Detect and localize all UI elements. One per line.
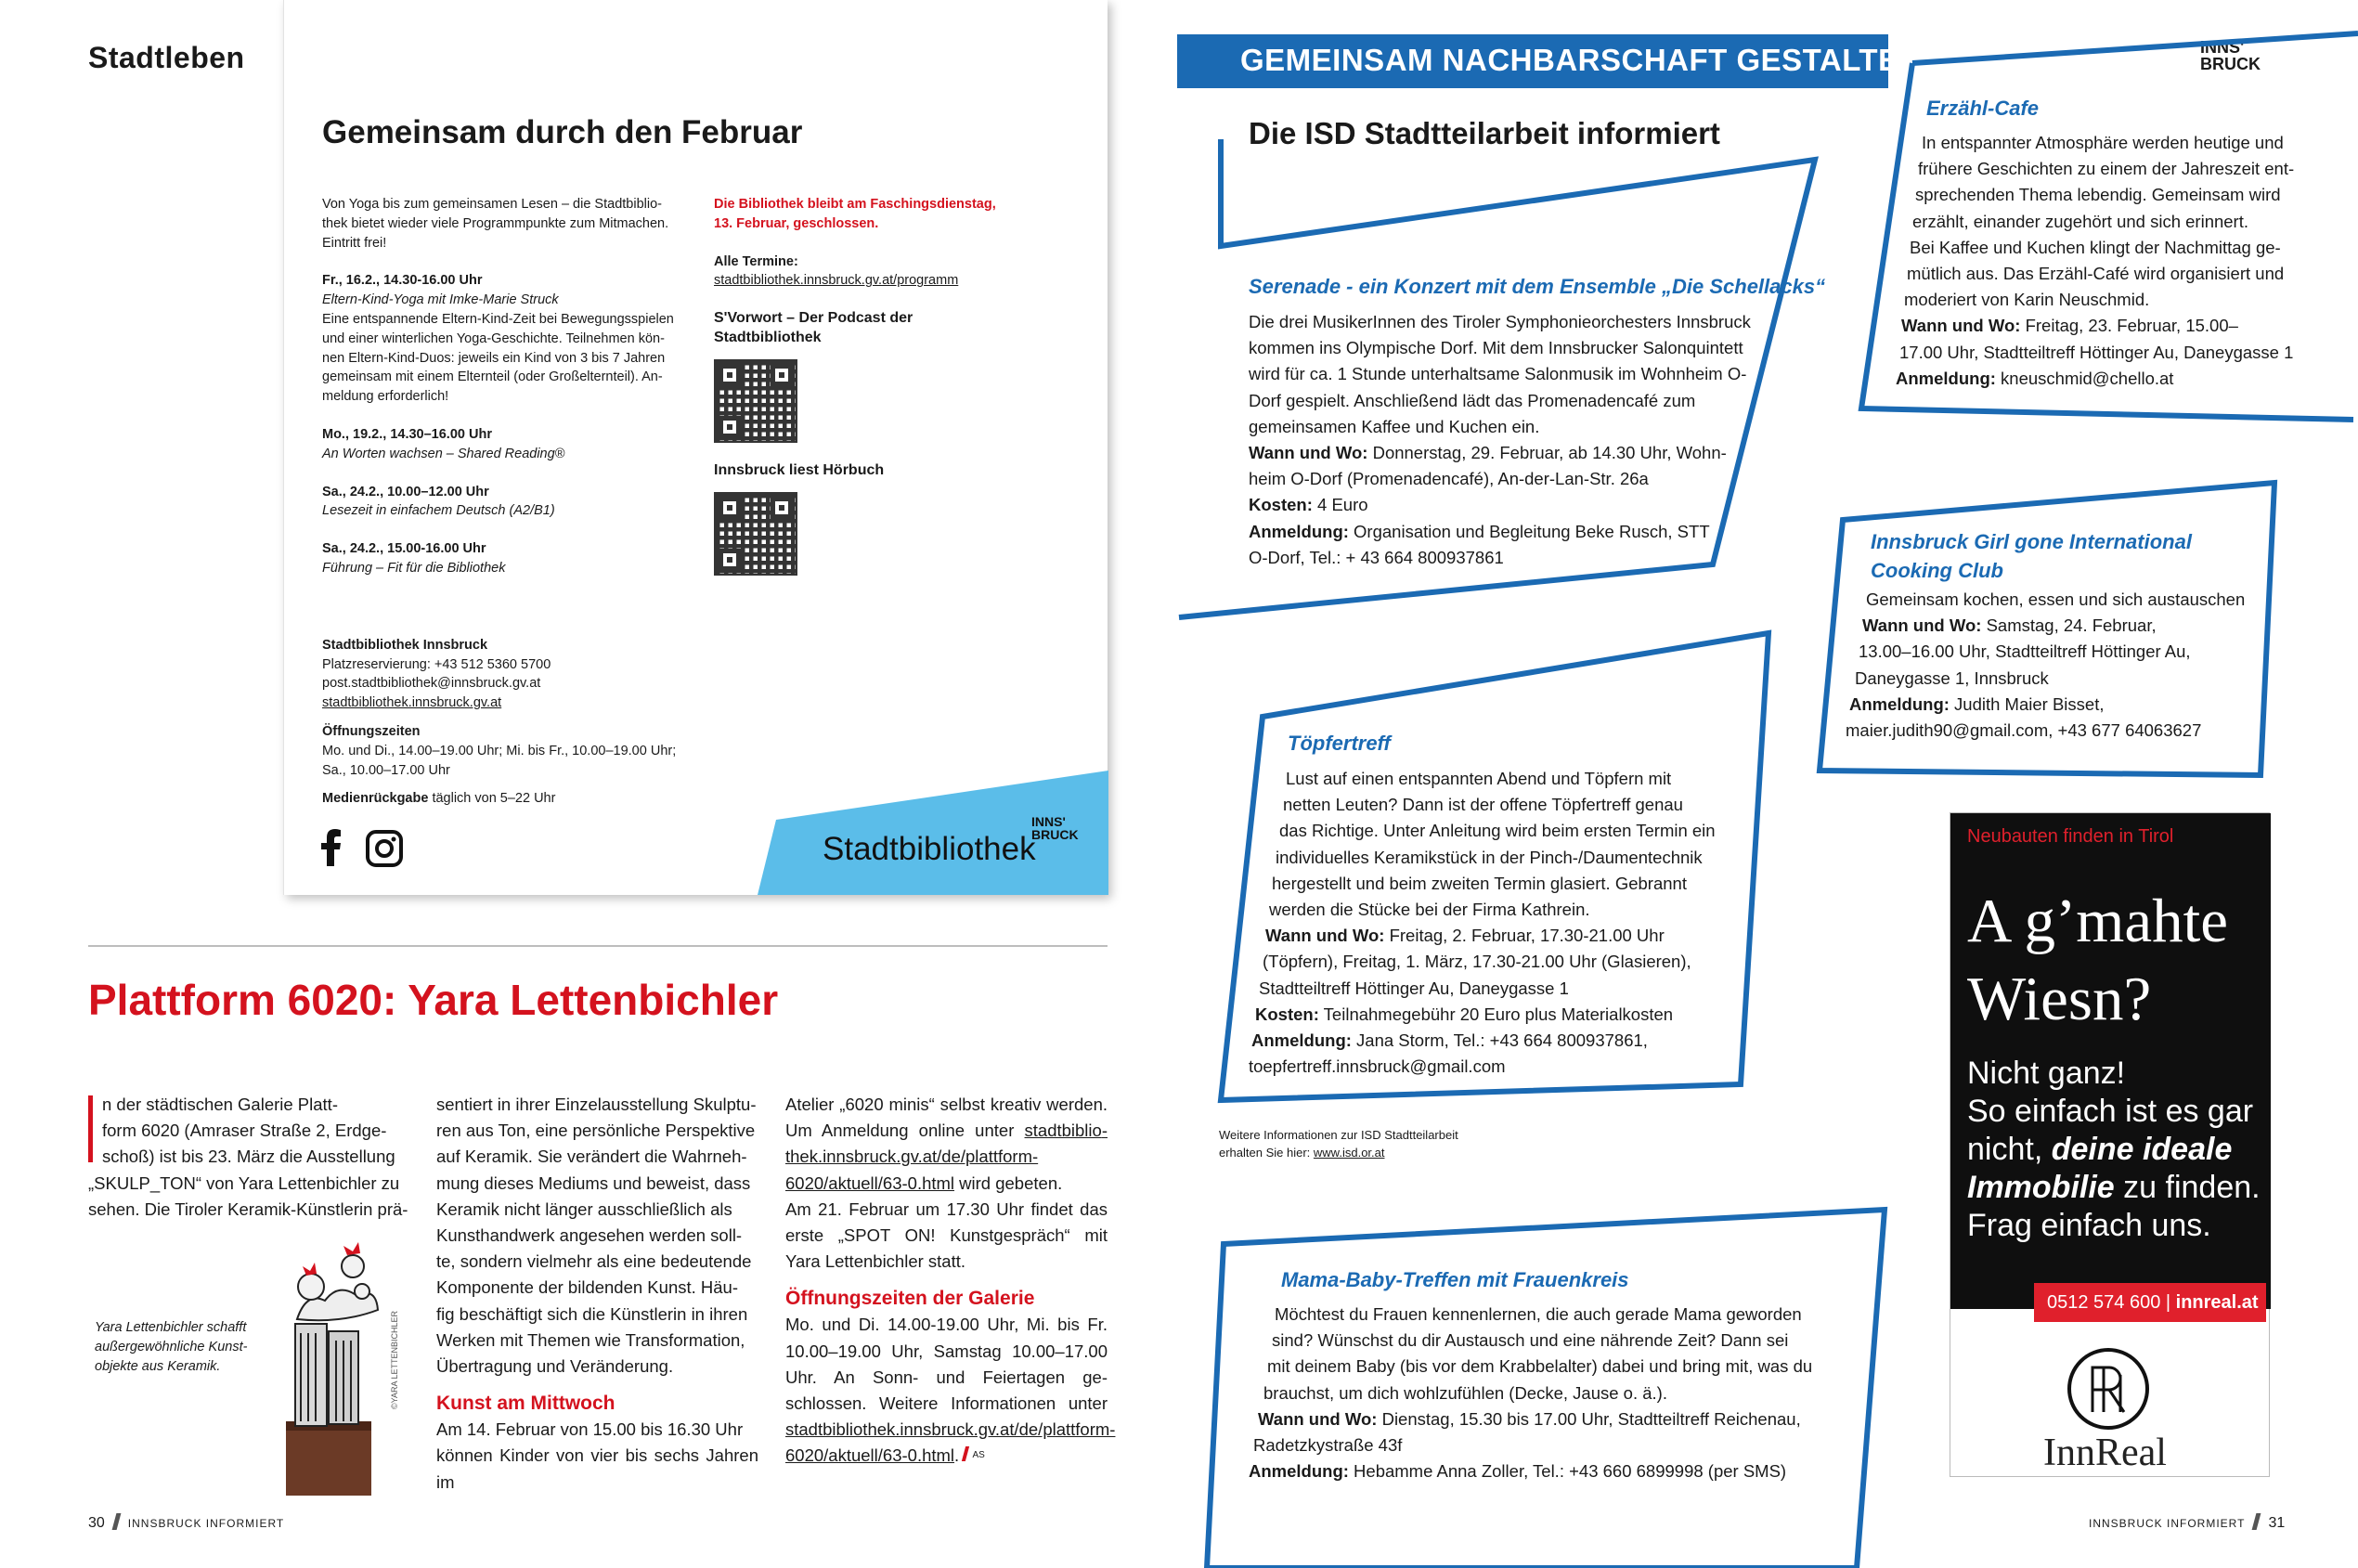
box-line: O-Dorf, Tel.: + 43 664 800937861 bbox=[1249, 547, 1504, 567]
box-line: In entspannter Atmosphäre werden heutige und bbox=[1922, 133, 2284, 152]
cost-text: 4 Euro bbox=[1312, 495, 1368, 515]
article-text: Mo. und Di. 14.00-19.00 Uhr, Mi. bis Fr. 10.00–19.00 Uhr, Samstag 10.00–17.00 Uhr. An Sonn- und Feiertagen geschlossen. Weitere Informationen unter bbox=[785, 1315, 1108, 1414]
box-line bbox=[1896, 366, 2317, 392]
box-line: Bei Kaffee und Kuchen klingt der Nachmittag ge- bbox=[1910, 237, 2281, 257]
ad-line: Nicht ganz! bbox=[1967, 1056, 2126, 1091]
ad-kicker: Neubauten finden in Tirol bbox=[1967, 826, 2174, 847]
audiobook-title: Innsbruck liest Hörbuch bbox=[714, 461, 885, 478]
box-line: 17.00 Uhr, Stadtteiltreff Höttinger Au, Daneygasse 1 bbox=[1899, 342, 2294, 362]
registration-text: Jana Storm, Tel.: +43 664 800937861, bbox=[1351, 1030, 1648, 1051]
box-line: toepfertreff.innsbruck@gmail.com bbox=[1249, 1056, 1506, 1077]
box-line: kommen ins Olympische Dorf. Mit dem Innsbrucker Salonquintett bbox=[1249, 338, 1743, 358]
registration-text: Organisation und Begleitung Beke Rusch, STT bbox=[1348, 521, 1710, 541]
caption-line: objekte aus Keramik. bbox=[95, 1359, 221, 1374]
registration-label: Anmeldung: bbox=[1849, 693, 1950, 714]
box-line bbox=[1249, 1458, 1838, 1484]
event-date: Sa., 24.2., 15.00-16.00 Uhr bbox=[322, 541, 486, 557]
box-line: mit deinem Baby (bis vor dem Krabbelalter) dabei und bring mit, was du bbox=[1267, 1356, 1813, 1377]
ad-headline-line: A g’mahte bbox=[1967, 887, 2228, 955]
ad-headline-line: Wiesn? bbox=[1967, 965, 2152, 1033]
intro-line: Von Yoga bis zum gemeinsamen Lesen – die Stadtbiblio- bbox=[322, 197, 662, 212]
ad-emphasis: Immobilie bbox=[1967, 1170, 2115, 1205]
event-text: nen Eltern-Kind-Duos: jeweils ein Kind von 3 bis 7 Jahren bbox=[322, 350, 666, 366]
isd-more-info bbox=[1219, 1126, 1458, 1161]
ad-headline bbox=[1967, 882, 2228, 1038]
hours-title: Öffnungszeiten bbox=[322, 723, 421, 739]
event-title: An Worten wachsen – Shared Reading® bbox=[322, 446, 565, 461]
toepfertreff-title: Töpfertreff bbox=[1288, 732, 1391, 755]
box-line: Gemeinsam kochen, essen und sich austauschen bbox=[1866, 590, 2246, 609]
ad-separator: | bbox=[2160, 1292, 2176, 1313]
section-title: Stadtleben bbox=[88, 41, 245, 74]
returns-label: Medienrückgabe bbox=[322, 791, 429, 807]
when-label: Wann und Wo: bbox=[1265, 926, 1385, 946]
registration-label: Anmeldung: bbox=[1251, 1030, 1352, 1051]
podcast-title: S'Vorwort – Der Podcast der Stadtbibliothek bbox=[714, 310, 913, 345]
registration-text: kneuschmid@chello.at bbox=[1995, 368, 2174, 388]
article-line: ren aus Ton, eine persönliche Perspektive bbox=[436, 1121, 756, 1141]
article-line: Keramik nicht länger ausschließlich als bbox=[436, 1199, 732, 1219]
box-line: Lust auf einen entspannten Abend und Töpfern mit bbox=[1286, 769, 1672, 788]
event-text: und einer winterlichen Yoga-Geschichte. Teilnehmen kön- bbox=[322, 330, 665, 346]
box-line: heim O-Dorf (Promenadencafé), An-der-Lan-Str. 26a bbox=[1249, 469, 1649, 489]
box-line bbox=[1249, 1028, 1768, 1054]
contact-link[interactable]: stadtbibliothek.innsbruck.gv.at bbox=[322, 695, 502, 711]
returns-text: täglich von 5–22 Uhr bbox=[428, 791, 556, 807]
event-text: gemeinsam mit einem Elternteil (oder Großelternteil). An- bbox=[322, 369, 663, 385]
registration-text: Hebamme Anna Zoller, Tel.: +43 660 6899998 (per SMS) bbox=[1348, 1461, 1787, 1482]
logo-line: INNS' bbox=[1031, 814, 1066, 829]
box-line bbox=[1249, 1406, 1838, 1432]
event-text: meldung erforderlich! bbox=[322, 389, 449, 405]
box-line bbox=[1249, 1002, 1768, 1028]
box-line: das Richtige. Unter Anleitung wird beim ersten Termin ein bbox=[1279, 821, 1716, 841]
event-title: Eltern-Kind-Yoga mit Imke-Marie Struck bbox=[322, 292, 559, 308]
cooking-club-text bbox=[1846, 587, 2254, 744]
ad-text: nicht, bbox=[1967, 1132, 2052, 1167]
magazine-name: INNSBRUCK INFORMIERT bbox=[2089, 1517, 2246, 1530]
box-line: erzählt, einander zugehört und sich erinnert. bbox=[1912, 211, 2248, 231]
when-label: Wann und Wo: bbox=[1901, 316, 2021, 336]
cost-text: Teilnahmegebühr 20 Euro plus Materialkosten bbox=[1318, 1004, 1674, 1024]
contact-phone: Platzreservierung: +43 512 5360 5700 bbox=[322, 656, 551, 672]
article-title: Plattform 6020: Yara Lettenbichler bbox=[88, 976, 779, 1024]
ad-text: zu finden. bbox=[2114, 1170, 2261, 1205]
box-line: gemeinsamen Kaffee und Kuchen ein. bbox=[1249, 416, 1540, 436]
article-line: können Kinder von vier bis sechs Jahren im bbox=[436, 1445, 758, 1492]
article-line: Komponente der bildenden Kunst. Häu- bbox=[436, 1277, 738, 1298]
intro-line: thek bietet wieder viele Programmpunkte zum Mitmachen. bbox=[322, 215, 669, 231]
logo-line: BRUCK bbox=[2200, 55, 2261, 73]
intro-line: Eintritt frei! bbox=[322, 235, 387, 251]
page-number: 30 bbox=[88, 1515, 105, 1531]
ad-phone: 0512 574 600 bbox=[2047, 1292, 2161, 1313]
box-line bbox=[1846, 613, 2254, 639]
box-line: hergestellt und beim zweiten Termin glasiert. Gebrannt bbox=[1272, 873, 1687, 893]
logo-line: INNS' bbox=[2200, 38, 2245, 57]
hours-line: Sa., 10.00–17.00 Uhr bbox=[322, 762, 450, 778]
footer-slash bbox=[2252, 1513, 2261, 1530]
article-line: Kunsthandwerk angesehen werden soll- bbox=[436, 1225, 743, 1246]
erzael-cafe-text bbox=[1896, 130, 2317, 392]
article-line: fig beschäftigt sich die Künstlerin in ihren bbox=[436, 1303, 748, 1324]
box-line: sind? Wünschst du dir Austausch und eine nährende Zeit? Dann sei bbox=[1272, 1330, 1789, 1351]
mama-baby-title: Mama-Baby-Treffen mit Frauenkreis bbox=[1281, 1268, 1629, 1291]
all-dates-link[interactable]: stadtbibliothek.innsbruck.gv.at/programm bbox=[714, 273, 959, 289]
when-label: Wann und Wo: bbox=[1862, 616, 1982, 636]
box-line: mütlich aus. Das Erzähl-Café wird organisiert und bbox=[1907, 264, 2285, 284]
article-line: auf Keramik. Sie verändert die Wahrneh- bbox=[436, 1147, 747, 1167]
cooking-club-title: Innsbruck Girl gone International Cooking Club bbox=[1871, 530, 2192, 582]
box-line: sprechenden Thema lebendig. Gemeinsam wird bbox=[1915, 185, 2281, 205]
box-line bbox=[1249, 519, 1764, 545]
box-line: Stadtteiltreff Höttinger Au, Daneygasse 1 bbox=[1259, 978, 1569, 998]
cost-label: Kosten: bbox=[1255, 1004, 1319, 1024]
article-paragraph: Am 21. Februar um 17.30 Uhr findet das erste „SPOT ON! Kunstgespräch“ mit Yara Lettenbichler statt. bbox=[785, 1199, 1108, 1272]
article-text: Atelier „6020 minis“ selbst kreativ werden. Um Anmeldung online unter bbox=[785, 1095, 1108, 1141]
article-text: . bbox=[954, 1445, 960, 1466]
event-title: Lesezeit in einfachem Deutsch (A2/B1) bbox=[322, 503, 555, 519]
ad-line: Frag einfach uns. bbox=[1967, 1208, 2211, 1243]
caption-line: außergewöhnliche Kunst- bbox=[95, 1340, 248, 1354]
box-line: Radetzkystraße 43f bbox=[1253, 1435, 1403, 1456]
magazine-name: INNSBRUCK INFORMIERT bbox=[127, 1517, 285, 1530]
article-line: sehen. Die Tiroler Keramik-Künstlerin prä- bbox=[88, 1199, 408, 1219]
box-line: moderiert von Karin Neuschmid. bbox=[1904, 290, 2150, 310]
box-line: (Töpfern), Freitag, 1. März, 17.30-21.00 Uhr (Glasieren), bbox=[1263, 952, 1691, 972]
event-date: Fr., 16.2., 14.30-16.00 Uhr bbox=[322, 273, 483, 289]
article-line: „SKULP_TON“ von Yara Lettenbichler zu bbox=[88, 1173, 400, 1193]
box-line: 13.00–16.00 Uhr, Stadtteiltreff Höttinger Au, bbox=[1859, 641, 2191, 662]
library-banner-text: Stadtbibliothek bbox=[823, 831, 1036, 867]
box-line bbox=[1899, 313, 2317, 339]
article-line: mung dieses Mediums und beweist, dass bbox=[436, 1173, 751, 1193]
ad-subtext bbox=[1967, 1055, 2261, 1245]
box-line: maier.judith90@gmail.com, +43 677 64063627 bbox=[1846, 720, 2202, 741]
all-dates-label: Alle Termine: bbox=[714, 253, 798, 269]
box-line: werden die Stücke bei der Firma Kathrein. bbox=[1269, 900, 1590, 920]
box-line: wird für ca. 1 Stunde unterhaltsame Salonmusik im Wohnheim O- bbox=[1249, 364, 1747, 384]
ad-line: So einfach ist es gar bbox=[1967, 1094, 2254, 1129]
box-line bbox=[1249, 440, 1764, 466]
article-line: form 6020 (Amraser Straße 2, Erdge- bbox=[102, 1121, 387, 1141]
article-line: Am 14. Februar von 15.00 bis 16.30 Uhr bbox=[436, 1419, 744, 1440]
article-line: sentiert in ihrer Einzelausstellung Skulptu- bbox=[436, 1095, 757, 1114]
subheading-oeffnungszeiten: Öffnungszeiten der Galerie bbox=[785, 1288, 1035, 1310]
info-line bbox=[1219, 1144, 1458, 1161]
galerie-link[interactable]: stadtbibliothek.innsbruck.gv.at/de/plattform-6020/aktuell/63-0.html bbox=[785, 1419, 1116, 1466]
box-line bbox=[1249, 923, 1768, 949]
hours-line: Mo. und Di., 14.00–19.00 Uhr; Mi. bis Fr., 10.00–19.00 Uhr; bbox=[322, 743, 677, 758]
serenade-title: Serenade - ein Konzert mit dem Ensemble „Die Schellacks“ bbox=[1249, 275, 1826, 298]
contact-email: post.stadtbibliothek@innsbruck.gv.at bbox=[322, 676, 541, 692]
registration-label: Anmeldung: bbox=[1249, 1461, 1349, 1482]
article-line: te, sondern vielmehr als eine bedeutende bbox=[436, 1251, 752, 1272]
article-line: Werken mit Themen wie Transformation, bbox=[436, 1329, 745, 1350]
caption-line: Yara Lettenbichler schafft bbox=[95, 1320, 247, 1335]
author-initials: AS bbox=[972, 1450, 985, 1461]
contact-title: Stadtbibliothek Innsbruck bbox=[322, 637, 488, 653]
when-text: Freitag, 2. Februar, 17.30-21.00 Uhr bbox=[1384, 926, 1665, 946]
ad-line bbox=[1967, 1131, 2261, 1169]
section-header: GEMEINSAM NACHBARSCHAFT GESTALTEN bbox=[1240, 43, 1922, 77]
footer-right bbox=[2089, 1513, 2285, 1532]
page-subtitle: Die ISD Stadtteilarbeit informiert bbox=[1249, 116, 1720, 150]
toepfertreff-text bbox=[1249, 766, 1768, 1080]
event-date: Sa., 24.2., 10.00–12.00 Uhr bbox=[322, 484, 489, 499]
innreal-logo-text: InnReal bbox=[2043, 1432, 2167, 1474]
box-line bbox=[1846, 692, 2254, 718]
box-line: Daneygasse 1, Innsbruck bbox=[1855, 667, 2049, 688]
closed-notice: 13. Februar, geschlossen. bbox=[714, 215, 879, 231]
info-line: Weitere Informationen zur ISD Stadtteilarbeit bbox=[1219, 1128, 1458, 1142]
erzael-frame bbox=[1912, 33, 2358, 63]
when-text: Donnerstag, 29. Februar, ab 14.30 Uhr, Wohn- bbox=[1367, 443, 1727, 463]
erzael-cafe-title: Erzähl-Cafe bbox=[1926, 97, 2040, 120]
page-number: 31 bbox=[2268, 1515, 2286, 1531]
article-line: Übertragung und Veränderung. bbox=[436, 1356, 674, 1377]
ad-contact-bar[interactable] bbox=[2034, 1283, 2266, 1322]
box-line: individuelles Keramikstück in der Pinch-/Daumentechnik bbox=[1276, 847, 1703, 867]
when-text: Freitag, 23. Februar, 15.00– bbox=[2020, 316, 2238, 336]
registration-text: Judith Maier Bisset, bbox=[1949, 693, 2105, 714]
serenade-text bbox=[1249, 309, 1764, 571]
when-label: Wann und Wo: bbox=[1249, 443, 1368, 463]
innreal-logo-icon bbox=[2066, 1347, 2150, 1431]
event-date: Mo., 19.2., 14.30–16.00 Uhr bbox=[322, 426, 492, 442]
article-line: n der städtischen Galerie Platt- bbox=[102, 1095, 338, 1114]
ad-website: innreal.at bbox=[2175, 1292, 2259, 1313]
box-line: netten Leuten? Dann ist der offene Töpfertreff genau bbox=[1283, 795, 1683, 815]
innreal-advertisement[interactable] bbox=[1950, 812, 2270, 1477]
box-line: Die drei MusikerInnen des Tiroler Symphonieorchesters Innsbruck bbox=[1249, 312, 1751, 331]
logo-line: BRUCK bbox=[1031, 827, 1079, 842]
box-line: Möchtest du Frauen kennenlernen, die auch gerade Mama geworden bbox=[1275, 1304, 1802, 1324]
registration-label: Anmeldung: bbox=[1249, 521, 1349, 541]
box-line: Dorf gespielt. Anschließend lädt das Promenadencafé zum bbox=[1249, 390, 1696, 410]
subheading-kunst-am-mittwoch: Kunst am Mittwoch bbox=[436, 1393, 615, 1415]
isd-link[interactable]: www.isd.or.at bbox=[1313, 1146, 1385, 1160]
box-line: brauchst, um dich wohlzufühlen (Decke, Jause o. ä.). bbox=[1263, 1382, 1667, 1403]
mama-baby-text bbox=[1249, 1302, 1838, 1484]
registration-label: Anmeldung: bbox=[1896, 368, 1996, 388]
box-line: frühere Geschichten zu einem der Jahreszeit ent- bbox=[1918, 159, 2295, 179]
info-text: erhalten Sie hier: bbox=[1219, 1146, 1314, 1160]
closed-notice: Die Bibliothek bleibt am Faschingsdienstag, bbox=[714, 197, 996, 212]
box-line bbox=[1249, 492, 1764, 518]
article-text: wird gebeten. bbox=[954, 1173, 1063, 1193]
plattform-link[interactable]: stadtbibliothek.innsbruck.gv.at/de/plattform-6020/aktuell/63-0.html bbox=[785, 1121, 1108, 1193]
ad-line bbox=[1967, 1169, 2261, 1207]
cost-label: Kosten: bbox=[1249, 495, 1313, 515]
article-line: schoß) ist bis 23. März die Ausstellung bbox=[102, 1147, 395, 1167]
ad-emphasis: deine ideale bbox=[2051, 1132, 2233, 1167]
event-text: Eine entspannende Eltern-Kind-Zeit bei Bewegungsspielen bbox=[322, 311, 674, 327]
photo-credit: ©YARA LETTENBICHLER bbox=[390, 1311, 399, 1409]
event-title: Führung – Fit für die Bibliothek bbox=[322, 560, 506, 576]
when-text: Dienstag, 15.30 bis 17.00 Uhr, Stadtteiltreff Reichenau, bbox=[1377, 1408, 1801, 1429]
library-headline: Gemeinsam durch den Februar bbox=[322, 114, 803, 150]
when-text: Samstag, 24. Februar, bbox=[1981, 616, 2157, 636]
when-label: Wann und Wo: bbox=[1258, 1408, 1378, 1429]
